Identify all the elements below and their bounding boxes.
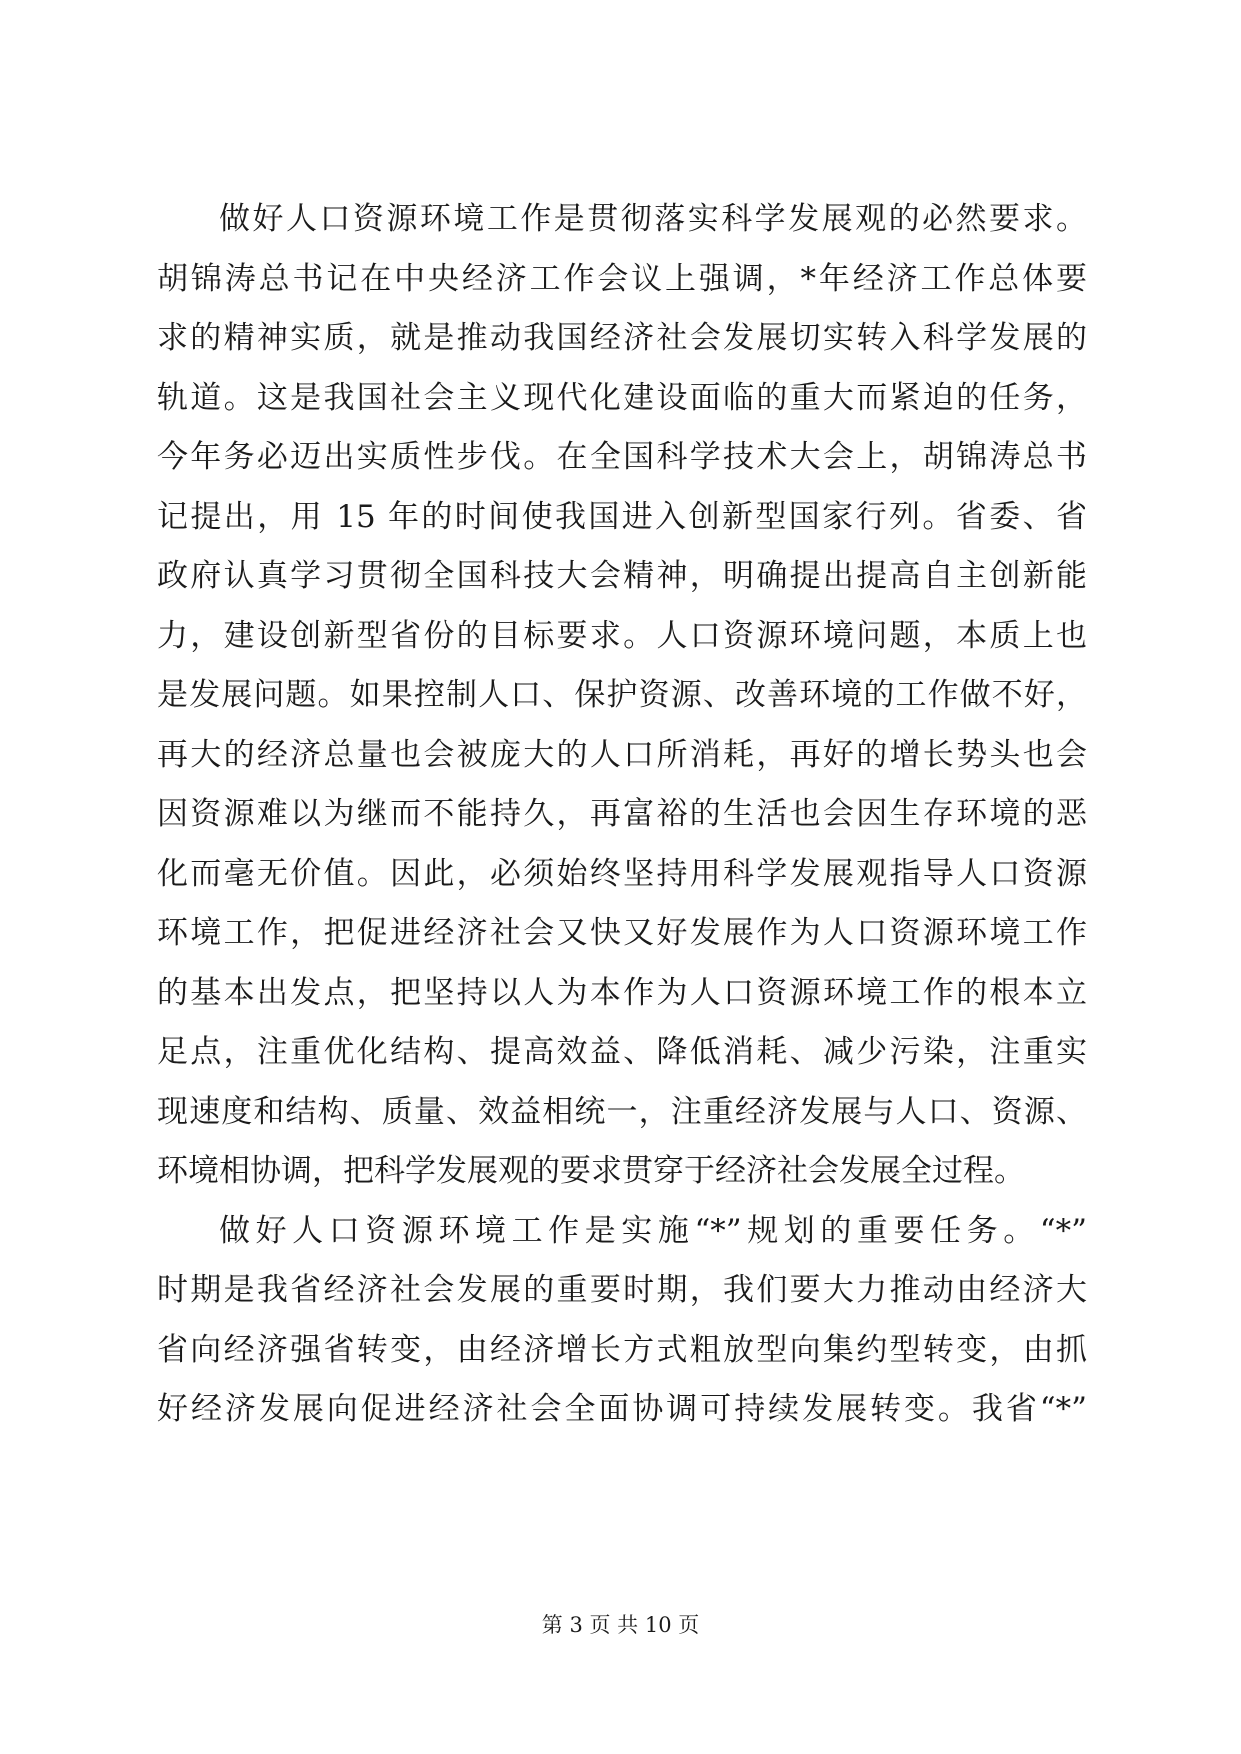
paragraph-1-line-10: 再大的经济总量也会被庞大的人口所消耗，再好的增长势头也会	[157, 736, 1087, 773]
page-number-footer: 第 3 页 共 10 页	[541, 1613, 700, 1637]
paragraph-1-line-11: 因资源难以为继而不能持久，再富裕的生活也会因生存环境的恶	[157, 796, 1087, 832]
paragraph-1-line-16: 现速度和结构、质量、效益相统一，注重经济发展与人口、资源、	[157, 1093, 1087, 1130]
paragraph-2-line-3: 省向经济强省转变，由经济增长方式粗放型向集约型转变，由抓	[157, 1331, 1087, 1368]
paragraph-1-line-12: 化而毫无价值。因此，必须始终坚持用科学发展观指导人口资源	[157, 855, 1087, 892]
paragraph-1-line-5: 今年务必迈出实质性步伐。在全国科学技术大会上，胡锦涛总书	[157, 439, 1087, 475]
paragraph-1-line-9: 是发展问题。如果控制人口、保护资源、改善环境的工作做不好，	[157, 677, 1087, 713]
paragraph-1-line-6: 记提出，用 15 年的时间使我国进入创新型国家行列。省委、省	[157, 498, 1087, 535]
paragraph-1-line-17: 环境相协调，把科学发展观的要求贯穿于经济社会发展全过程。	[157, 1153, 1025, 1189]
paragraph-1-line-1: 做好人口资源环境工作是贯彻落实科学发展观的必然要求。	[219, 201, 1087, 237]
paragraph-1-line-13: 环境工作，把促进经济社会又快又好发展作为人口资源环境工作	[157, 915, 1087, 951]
paragraph-1-line-7: 政府认真学习贯彻全国科技大会精神，明确提出提高自主创新能	[157, 558, 1087, 594]
paragraph-2-line-2: 时期是我省经济社会发展的重要时期，我们要大力推动由经济大	[157, 1272, 1087, 1308]
paragraph-1-line-15: 足点，注重优化结构、提高效益、降低消耗、减少污染，注重实	[157, 1034, 1087, 1070]
body-text	[157, 190, 1087, 1440]
paragraph-1-line-4: 轨道。这是我国社会主义现代化建设面临的重大而紧迫的任务，	[157, 379, 1087, 416]
paragraph-1-line-8: 力，建设创新型省份的目标要求。人口资源环境问题，本质上也	[157, 617, 1087, 654]
paragraph-1-line-14: 的基本出发点，把坚持以人为本作为人口资源环境工作的根本立	[157, 974, 1087, 1011]
paragraph-2-line-1: 做好人口资源环境工作是实施“*”规划的重要任务。“*”	[219, 1212, 1087, 1249]
paragraph-2-line-4: 好经济发展向促进经济社会全面协调可持续发展转变。我省“*”	[157, 1391, 1087, 1427]
paragraph-1-line-2: 胡锦涛总书记在中央经济工作会议上强调，*年经济工作总体要	[157, 260, 1087, 297]
paragraph-1-line-3: 求的精神实质，就是推动我国经济社会发展切实转入科学发展的	[157, 320, 1087, 356]
